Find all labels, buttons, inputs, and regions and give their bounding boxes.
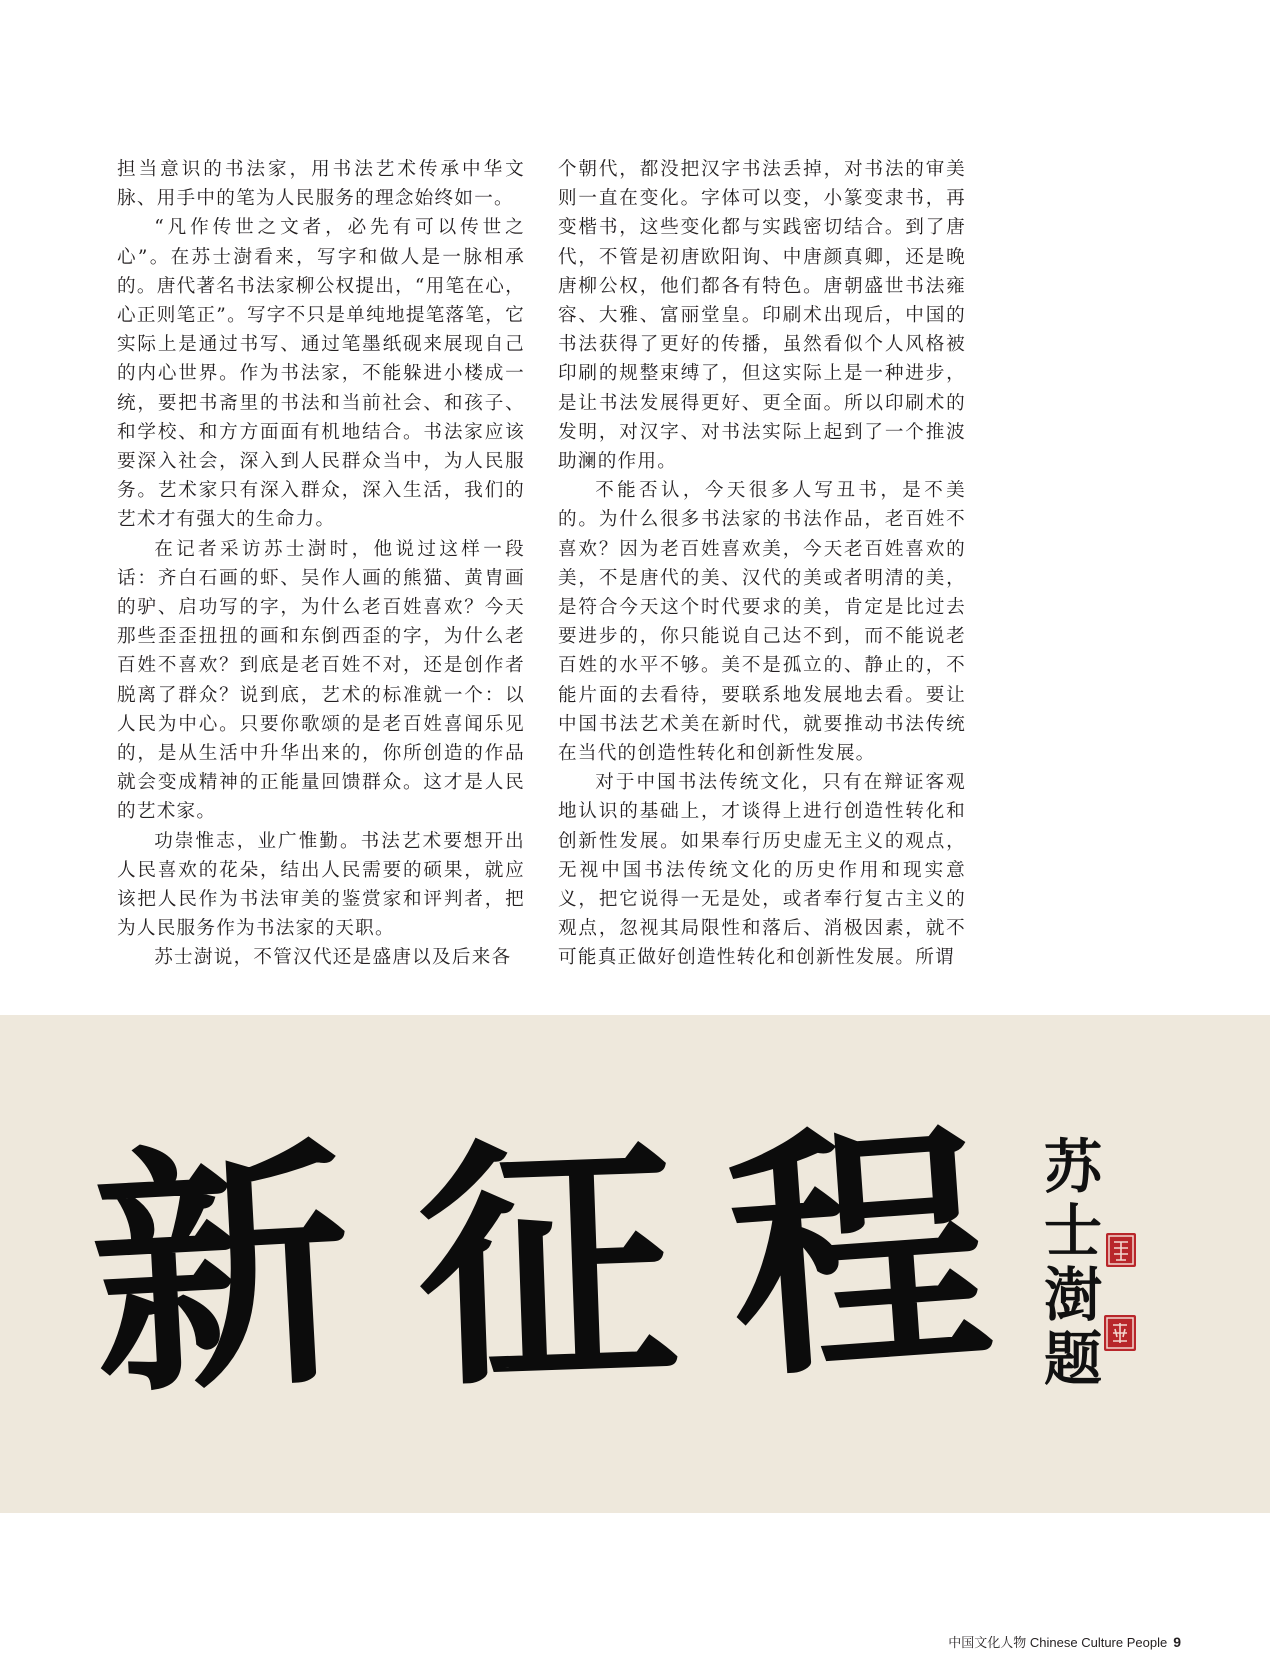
paragraph: “凡作传世之文者，必先有可以传世之心”。在苏士澍看来，写字和做人是一脉相承的。唐代著名书法家柳公权提出，“用笔在心，心正则笔正”。写字不只是单纯地提笔落笔，它实际上是通过书写、通过笔墨纸砚来展现自己的内心世界。作为书法家，不能躲进小楼成一统，要把书斋里的书法和当前社会、和孩子、和学校、和方方面面有机地结合。书法家应该要深入社会，深入到人民群众当中，为人民服务。艺术家只有深入群众，深入生活，我们的艺术才有强大的生命力。 — [117, 217, 525, 531]
inscription-char: 士 — [1043, 1197, 1102, 1265]
paragraph: 担当意识的书法家，用书法艺术传承中华文脉、用手中的笔为人民服务的理念始终如一。 — [117, 159, 525, 210]
paragraph: 苏士澍说，不管汉代还是盛唐以及后来各 — [154, 947, 512, 969]
article-column-right — [558, 155, 966, 973]
red-seal-icon — [1104, 1315, 1136, 1351]
paragraph: 个朝代，都没把汉字书法丢掉，对书法的审美则一直在变化。字体可以变，小篆变隶书，再变楷书，这些变化都与实践密切结合。到了唐代，不管是初唐欧阳询、中唐颜真卿，还是晚唐柳公权，他们都各有特色。唐朝盛世书法雍容、大雅、富丽堂皇。印刷术出现后，中国的书法获得了更好的传播，虽然看似个人风格被印刷的规整束缚了，但这实际上是一种进步，是让书法发展得更好、更全面。所以印刷术的发明，对汉字、对书法实际上起到了一个推波助澜的作用。 — [558, 159, 966, 473]
paragraph: 不能否认，今天很多人写丑书，是不美的。为什么很多书法家的书法作品，老百姓不喜欢？因为老百姓喜欢美，今天老百姓喜欢的美，不是唐代的美、汉代的美或者明清的美，是符合今天这个时代要求的美，肯定是比过去要进步的，你只能说自己达不到，而不能说老百姓的水平不够。美不是孤立的、静止的，不能片面的去看待，要联系地发展地去看。要让中国书法艺术美在新时代，就要推动书法传统在当代的创造性转化和创新性发展。 — [558, 480, 966, 765]
page-number: 9 — [1173, 1634, 1181, 1650]
calligraphy-char: 程 — [719, 1093, 999, 1414]
inscription-char: 题 — [1043, 1325, 1102, 1393]
calligraphy-inscription — [1038, 1135, 1108, 1391]
publication-name: 中国文化人物 Chinese Culture People — [948, 1635, 1168, 1650]
paragraph: 对于中国书法传统文化，只有在辩证客观地认识的基础上，才谈得上进行创造性转化和创新性发展。如果奉行历史虚无主义的观点，无视中国书法传统文化的历史作用和现实意义，把它说得一无是处，或者奉行复古主义的观点，忽视其局限性和落后、消极因素，就不可能真正做好创造性转化和创新性发展。所谓 — [558, 772, 966, 969]
paragraph: 在记者采访苏士澍时，他说过这样一段话：齐白石画的虾、吴作人画的熊猫、黄胄画的驴、启功写的字，为什么老百姓喜欢？今天那些歪歪扭扭的画和东倒西歪的字，为什么老百姓不喜欢？到底是老百姓不对，还是创作者脱离了群众？说到底，艺术的标准就一个：以人民为中心。只要你歌颂的是老百姓喜闻乐见的，是从生活中升华出来的，你所创造的作品就会变成精神的正能量回馈群众。这才是人民的艺术家。 — [117, 538, 525, 823]
calligraphy-char: 新 — [84, 1113, 358, 1430]
calligraphy-artwork — [0, 1015, 1270, 1513]
inscription-char: 苏 — [1043, 1133, 1102, 1201]
calligraphy-char: 征 — [412, 1109, 682, 1422]
red-seal-icon — [1106, 1233, 1136, 1267]
page-footer — [948, 1632, 1181, 1651]
paragraph: 功崇惟志，业广惟勤。书法艺术要想开出人民喜欢的花朵，结出人民需要的硕果，就应该把人民作为书法审美的鉴赏家和评判者，把为人民服务作为书法家的天职。 — [117, 830, 525, 940]
inscription-char: 澍 — [1043, 1261, 1102, 1329]
article-column-left — [117, 155, 525, 973]
